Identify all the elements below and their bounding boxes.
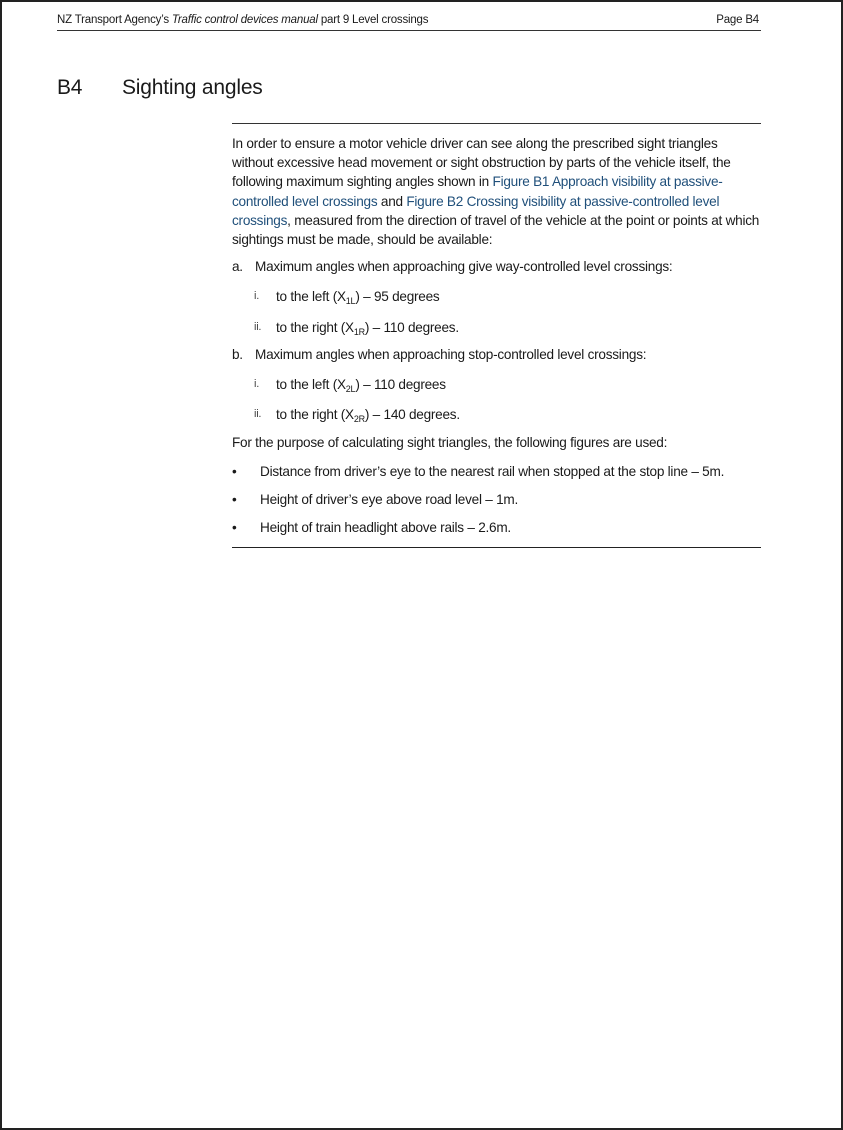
sub-list-marker: i.: [254, 378, 259, 391]
sub-list-text: [276, 407, 460, 425]
bullet-icon: •: [232, 491, 237, 507]
bullet-item: [232, 462, 761, 481]
section-number: B4: [57, 76, 83, 99]
sub-list-marker: ii.: [254, 320, 262, 333]
angle-label: to the right (X: [276, 319, 354, 335]
angle-subscript: 2R: [353, 414, 365, 425]
header-manual-title: Traffic control devices manual: [171, 14, 318, 26]
intro-text-2: and: [377, 193, 407, 209]
header-suffix: part 9 Level crossings: [317, 14, 429, 26]
bullet-icon: •: [232, 520, 237, 536]
section-body: [232, 123, 761, 548]
angle-value: ) – 110 degrees.: [364, 319, 459, 335]
section-title: Sighting angles: [122, 76, 263, 99]
sub-list-item: [232, 375, 761, 394]
angle-subscript: 1L: [345, 296, 356, 307]
list-marker: a.: [232, 259, 243, 275]
sub-list-item: [232, 287, 761, 306]
intro-text-1: In order to ensure a motor vehicle driver can see along the prescribed sight triangles without excessive head movement or sight obstruction by parts of the vehicle itself, the following maximum sighting angles shown in: [232, 136, 731, 190]
figure-b1-link[interactable]: Figure B1 Approach visibility at passive-controlled level crossings: [232, 174, 723, 209]
intro-paragraph: [232, 134, 761, 249]
bullet-item: [232, 490, 761, 509]
angle-value: ) – 110 degrees: [355, 377, 446, 393]
bullet-item: [232, 518, 761, 537]
angle-subscript: 1R: [353, 326, 365, 337]
bullet-text: Height of train headlight above rails – 2.6m.: [260, 520, 511, 536]
bullet-text: Height of driver’s eye above road level – 1m.: [260, 491, 519, 507]
sub-list-text: [276, 377, 446, 395]
sub-list-text: [276, 289, 440, 307]
list-item-a: [232, 257, 761, 276]
purpose-paragraph: For the purpose of calculating sight triangles, the following figures are used:: [232, 435, 668, 451]
angle-label: to the left (X: [276, 377, 346, 393]
bullet-icon: •: [232, 463, 237, 479]
figure-b2-link[interactable]: Figure B2 Crossing visibility at passive-controlled level crossings: [232, 193, 720, 228]
sub-list-item: [232, 405, 761, 424]
intro-text-3: , measured from the direction of travel of the vehicle at the point or points at which sightings must be made, should be available:: [232, 212, 760, 248]
angle-subscript: 2L: [345, 384, 356, 395]
angle-label: to the left (X: [276, 289, 346, 305]
angle-value: ) – 140 degrees.: [364, 407, 460, 423]
header-prefix: NZ Transport Agency’s: [57, 14, 172, 26]
running-header: [57, 12, 761, 31]
sub-list-marker: ii.: [254, 408, 262, 421]
list-item-b: [232, 345, 761, 364]
sub-list-text: [276, 320, 459, 335]
header-title: [57, 12, 428, 28]
bullet-text: Distance from driver’s eye to the nearest rail when stopped at the stop line – 5m.: [260, 463, 725, 479]
page-number: Page B4: [716, 14, 759, 26]
sub-list-marker: i.: [254, 290, 259, 303]
sub-list-item: [232, 318, 761, 337]
list-marker: b.: [232, 346, 243, 362]
list-item-text: Maximum angles when approaching give way-controlled level crossings:: [255, 259, 673, 275]
angle-label: to the right (X: [276, 407, 354, 423]
angle-value: ) – 95 degrees: [355, 289, 440, 305]
list-item-text: Maximum angles when approaching stop-controlled level crossings:: [255, 346, 647, 362]
